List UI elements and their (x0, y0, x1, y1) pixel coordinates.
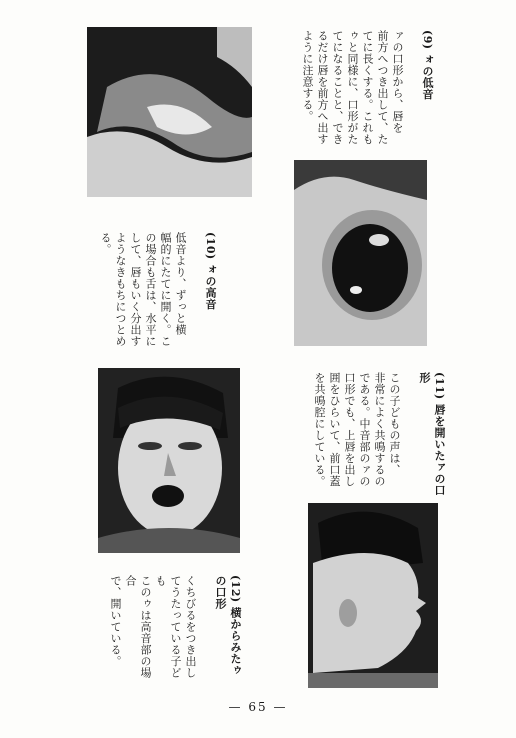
section-9 (300, 30, 450, 155)
photo-boy-front (98, 368, 240, 553)
lips-closeup-image (87, 27, 252, 197)
section-10-body: 低音より、ずっと横 幅的にたてに開く。こ の場合も舌は、水平に して、唇もいく分出す ようなきもちにつとめ る。 (99, 232, 187, 347)
photo-mouth-open (294, 160, 427, 346)
boy-profile-image (308, 503, 438, 688)
section-10 (98, 232, 233, 360)
photo-boy-profile (308, 503, 438, 688)
page-number: — 65 — (228, 700, 288, 714)
section-9-body: ァの口形から、唇を 前方へつき出して、た てに長くする。これも ゥと同様に、口形がた てになることと、でき るだけ唇を前方へ出す ように注意する。 (301, 30, 404, 145)
mouth-open-image (294, 160, 427, 346)
section-12-body: くちびるをつき出し てうたっている子ども このゥは高音部の場合 で、開いている。 (109, 575, 197, 679)
section-11-heading: (11) 唇を開いたァの口形 (418, 372, 446, 497)
boy-front-image (98, 368, 240, 553)
section-9-heading: (9) ォの低音 (421, 30, 434, 100)
section-12-heading: (12) 横からみたゥの口形 (214, 575, 242, 677)
section-11 (312, 372, 462, 497)
section-12 (108, 575, 258, 685)
section-10-heading: (10) ォの高音 (204, 232, 217, 311)
photo-lips-closeup (87, 27, 252, 197)
section-11-body: この子どもの声は、 非常によく共鳴するの である。中音部のァの 口形でも、上唇を出し 囲をひらいて、前口蓋 を共鳴腔にしている。 (313, 372, 401, 487)
